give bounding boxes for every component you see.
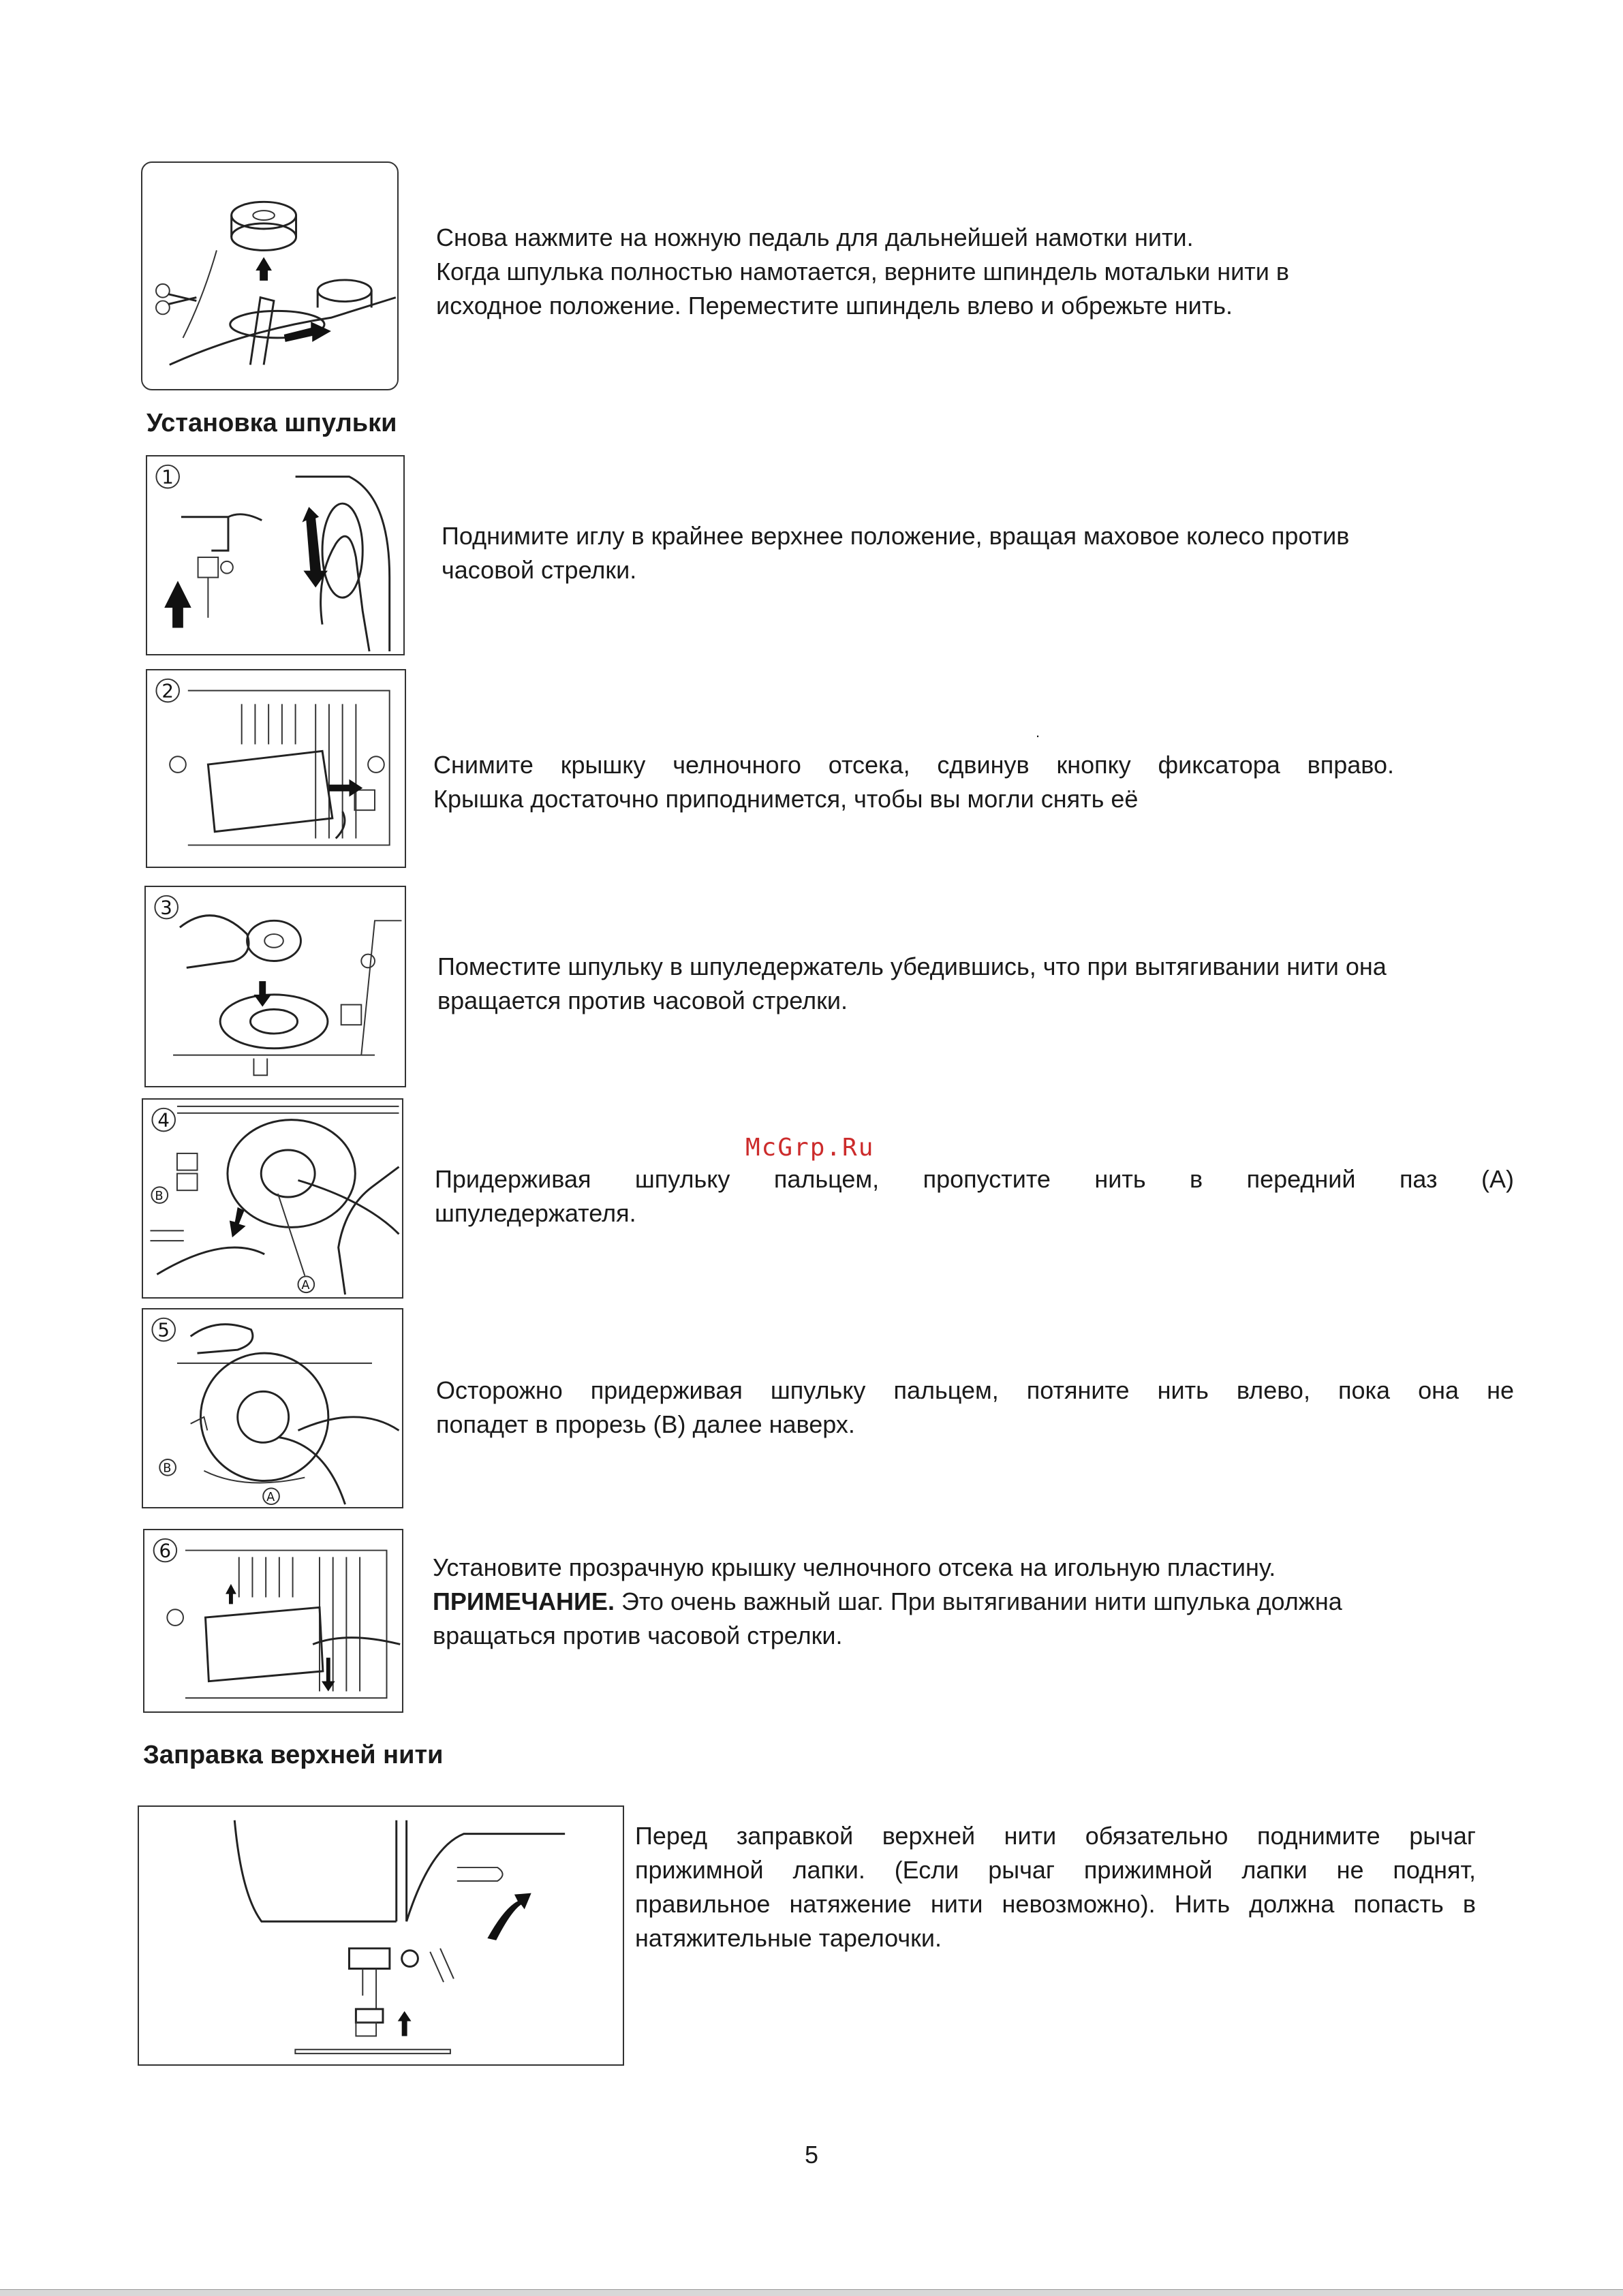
winding-line-3: исходное положение. Переместите шпиндель влево и обрежьте нить. [436,292,1233,320]
stray-dot: . [1036,724,1040,741]
note-label: ПРИМЕЧАНИЕ. [433,1587,615,1615]
step-4-label-a: A [301,1279,310,1293]
step-5-marker: 5 [157,1318,170,1341]
step-4-text [435,1162,1514,1230]
step-5-line-1: Осторожно придерживая шпульку пальцем, потяните нить влево, пока она не [436,1376,1514,1404]
upper-thread-illustration [138,1805,624,2066]
upper-line-3: правильное натяжение нити невозможно). Нить должна попасть в [635,1890,1476,1918]
step-3-illustration [144,886,406,1087]
note-text: Это очень важный шаг. При вытягивании нити шпулька должна [614,1587,1342,1615]
step-5-label-b: B [163,1461,172,1476]
step-5-line-2: попадет в прорезь (В) далее наверх. [436,1410,855,1438]
step-1-text [442,519,1491,587]
step-5-label-a: A [266,1491,275,1505]
step-5-illustration [142,1308,403,1508]
step-4-line-1: Придерживая шпульку пальцем, пропустите нить в передний паз (А) [435,1165,1514,1193]
step-3-text [437,950,1500,1018]
upper-thread-heading: Заправка верхней нити [143,1741,444,1769]
step-6-line-1: Установите прозрачную крышку челночного отсека на игольную пластину. [433,1553,1276,1581]
step-4-label-b: B [155,1189,164,1203]
step-4-line-2: шпуледержателя. [435,1199,636,1227]
step-1-line-2: часовой стрелки. [442,556,637,584]
step-6-text [433,1551,1509,1653]
upper-line-4: натяжительные тарелочки. [635,1924,942,1952]
step-6-illustration [143,1529,403,1713]
step-4-illustration [142,1098,403,1299]
presser-foot-lever-drawing [139,1807,623,2064]
step-4-marker: 4 [157,1108,170,1132]
watermark: McGrp.Ru [745,1134,875,1162]
step-3-line-2: вращается против часовой стрелки. [437,987,848,1014]
step-2-text [433,748,1394,816]
step-1-illustration [146,455,405,655]
thread-groove-a-drawing [143,1100,402,1297]
upper-line-2: прижимной лапки. (Если рычаг прижимной лапки не поднят, [635,1856,1476,1884]
step-6-marker: 6 [159,1539,172,1562]
insert-bobbin-drawing [146,887,405,1086]
step-3-line-1: Поместите шпульку в шпуледержатель убедившись, что при вытягивании нити она [437,952,1387,980]
winding-illustration [141,161,399,390]
step-2-illustration [146,669,406,868]
winding-text [436,221,1485,323]
step-1-marker: 1 [161,465,174,488]
winding-line-1: Снова нажмите на ножную педаль для дальнейшей намотки нити. [436,223,1194,251]
remove-cover-drawing [147,670,405,867]
bobbin-section-heading: Установка шпульки [146,409,397,437]
page-number: 5 [805,2141,819,2169]
step-2-line-1: Снимите крышку челночного отсека, сдвинув кнопку фиксатора вправо. [433,751,1394,779]
step-6-line-3: вращаться против часовой стрелки. [433,1622,843,1649]
winding-line-2: Когда шпулька полностью намотается, верните шпиндель мотальки нити в [436,258,1289,285]
upper-thread-text [635,1819,1476,1955]
upper-line-1: Перед заправкой верхней нити обязательно поднимите рычаг [635,1822,1476,1850]
step-5-text [436,1374,1514,1442]
step-6-line-2 [433,1585,1509,1619]
step-2-line-2: Крышка достаточно приподнимется, чтобы вы могли снять её [433,785,1139,813]
bobbin-winder-drawing [142,163,397,389]
step-1-line-1: Поднимите иглу в крайнее верхнее положение, вращая маховое колесо против [442,522,1350,550]
step-3-marker: 3 [160,896,172,919]
slot-b-drawing [143,1309,402,1507]
install-cover-drawing [144,1530,402,1711]
raise-needle-drawing [147,456,403,654]
step-2-marker: 2 [161,679,174,702]
